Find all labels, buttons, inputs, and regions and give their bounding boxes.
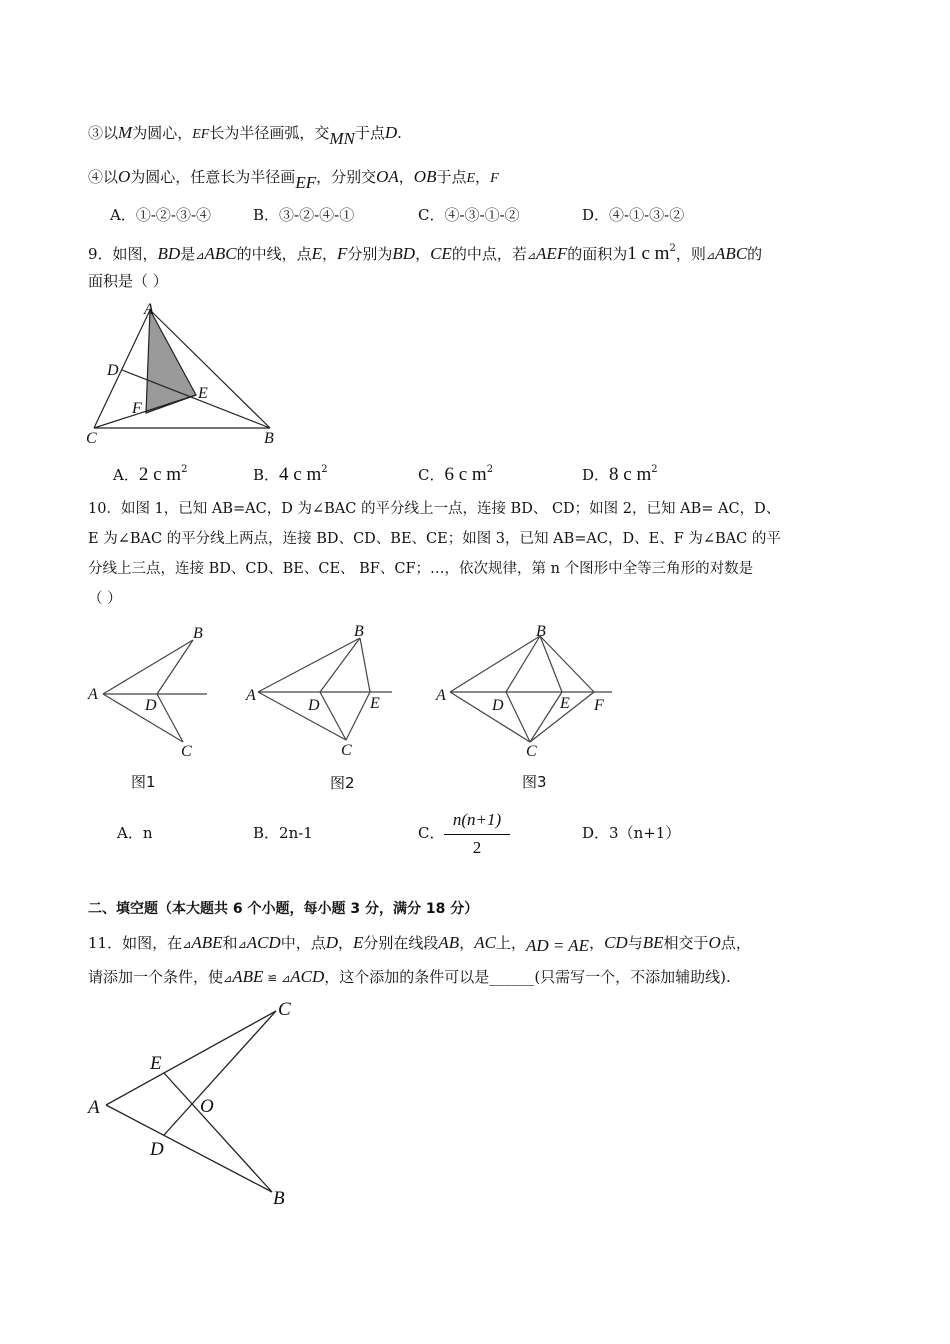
- label-a: A: [246, 687, 256, 704]
- q10-line4: （ ）: [88, 591, 122, 607]
- q10-option-a: A．n: [117, 824, 153, 842]
- q10-figure-1: [85, 620, 215, 795]
- label-e: E: [370, 695, 380, 712]
- q8-option-d: D．④-①-③-②: [582, 206, 685, 224]
- caption-fig1: 图1: [131, 773, 156, 791]
- q9-option-c: C．6 c $m^2$: [418, 464, 494, 485]
- label-f: F: [132, 400, 142, 417]
- label-a: A: [436, 687, 446, 704]
- q9-option-b: B．4 c $m^2$: [253, 464, 328, 485]
- q8-option-a: A．①-②-③-④: [110, 206, 212, 224]
- q10-line1: 10．如图 1，已知 AB=AC，D 为∠BAC 的平分线上一点，连接 BD、 CD；如图 2，已知 AB= AC，D、: [88, 501, 781, 517]
- section-heading: 二、填空题（本大题共 6 个小题，每小题 3 分，满分 18 分）: [88, 901, 479, 917]
- label-b: B: [264, 430, 274, 447]
- label-c: C: [341, 742, 352, 759]
- label-a: A: [88, 686, 98, 703]
- label-e: E: [150, 1053, 162, 1074]
- q9-option-a: A．2 c $m^2$: [113, 464, 188, 485]
- q10-figure-2: [240, 620, 400, 795]
- q10-line2: E 为∠BAC 的平分线上两点，连接 BD、CD、BE、CE；如图 3，已知 AB=AC，D、E、F 为∠BAC 的平: [88, 531, 781, 547]
- label-c: C: [181, 743, 192, 760]
- q10-option-c-fraction: [444, 808, 510, 859]
- label-e: E: [560, 695, 570, 712]
- q10-figure-3: [430, 620, 620, 795]
- label-d: D: [145, 697, 157, 714]
- label-a: A: [88, 1097, 100, 1118]
- label-a: A: [144, 301, 154, 318]
- q11-line2: 请添加一个条件，使⊿ABE ≌ ⊿ACD，这个添加的条件可以是______(只需写一个，不添加辅助线).: [88, 967, 731, 986]
- label-c: C: [278, 999, 291, 1020]
- q9-line2: 面积是（ ）: [88, 272, 168, 290]
- q10-line3: 分线上三点，连接 BD、CD、BE、CE、 BF、CF；…，依次规律，第 n 个图形中全等三角形的对数是: [88, 561, 754, 577]
- label-d: D: [492, 697, 504, 714]
- q9-option-d: D．8 c $m^2$: [582, 464, 658, 485]
- label-b: B: [354, 623, 364, 640]
- q9-line1: 9．如图，BD是⊿ABC的中线，点E，F分别为BD，CE的中点，若⊿AEF的面积为1 c $m^2$，则⊿ABC的: [88, 243, 763, 264]
- fraction-bar: [444, 834, 510, 835]
- q11-figure: [80, 995, 310, 1210]
- fraction-denominator: 2: [472, 838, 482, 857]
- label-d: D: [107, 362, 119, 379]
- q10-option-d: D．3（n+1）: [582, 824, 681, 842]
- label-e: E: [198, 385, 208, 402]
- q8-option-c: C．④-③-①-②: [418, 206, 520, 224]
- label-c: C: [86, 430, 97, 447]
- label-d: D: [308, 697, 320, 714]
- q11-line1: 11．如图，在⊿ABE和⊿ACD中，点D，E分别在线段AB，AC上，AD = AE，CD与BE相交于O点，: [88, 933, 751, 955]
- label-d: D: [150, 1139, 164, 1160]
- q9-figure: [80, 300, 300, 450]
- label-b: B: [193, 625, 203, 642]
- fraction-numerator: n(n+1): [452, 810, 502, 829]
- label-c: C: [526, 743, 537, 760]
- label-f: F: [594, 697, 604, 714]
- q10-option-c: C．: [418, 824, 445, 842]
- label-o: O: [200, 1096, 214, 1117]
- q8-step4: ④以O为圆心，任意长为半径画EF，分别交OA，OB于点E，F: [88, 167, 499, 192]
- caption-fig3: 图3: [522, 773, 547, 791]
- label-b: B: [536, 623, 546, 640]
- q8-step3: ③以M为圆心，EF长为半径画弧，交MN于点D.: [88, 123, 402, 148]
- q8-option-b: B．③-②-④-①: [253, 206, 355, 224]
- q10-option-b: B．2n-1: [253, 824, 313, 842]
- caption-fig2: 图2: [330, 774, 355, 792]
- label-b: B: [273, 1188, 285, 1209]
